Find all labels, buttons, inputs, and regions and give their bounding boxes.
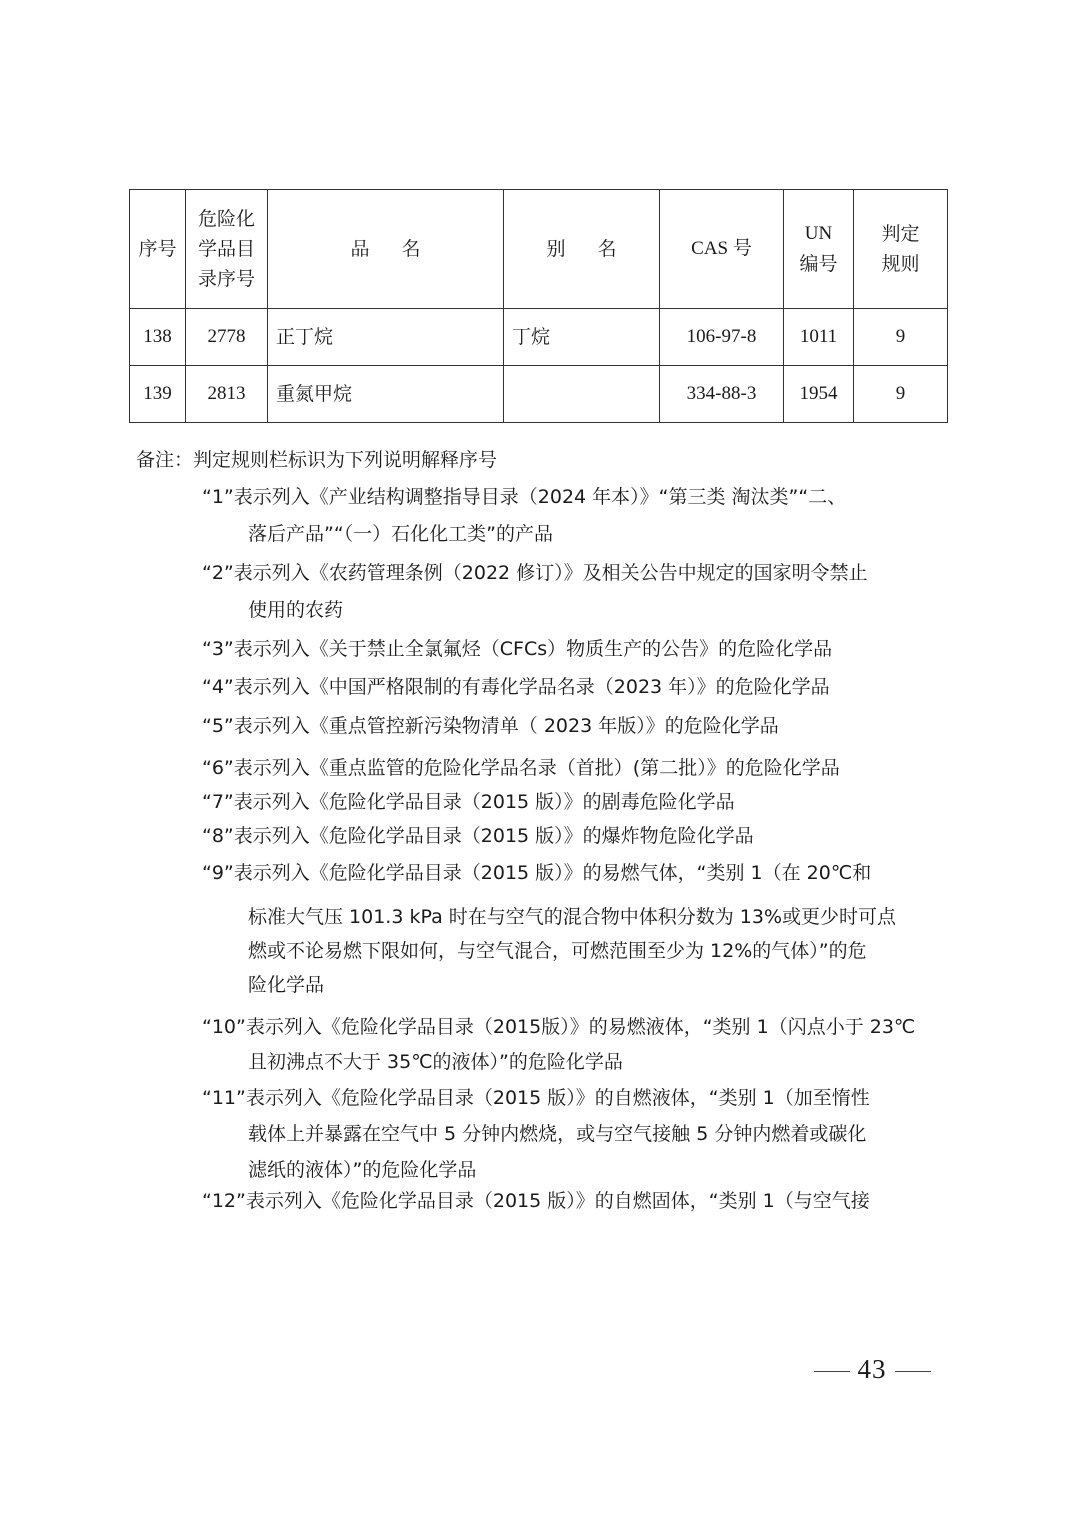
note-line: “3”表示列入《关于禁止全氯氟烃（CFCs）物质生产的公告》的危险化学品 <box>202 638 833 660</box>
note-item <box>202 479 942 553</box>
header-rule-line: 规则 <box>881 253 920 275</box>
note-line: “1”表示列入《产业结构调整指导目录（2024 年本）》“第三类 淘汰类”“二、 <box>202 486 847 508</box>
note-line: 险化学品 <box>248 974 325 996</box>
page-number <box>805 1352 939 1386</box>
note-line: 且初沸点不大于 35℃的液体）”的危险化学品 <box>248 1051 623 1073</box>
note-line: “4”表示列入《中国严格限制的有毒化学品名录（2023 年）》的危险化学品 <box>202 676 830 698</box>
note-line: 滤纸的液体）”的危险化学品 <box>248 1159 477 1181</box>
cell-catalog: 2813 <box>186 366 268 423</box>
table-row <box>130 366 948 423</box>
note-line: “10”表示列入《危险化学品目录（2015版）》的易燃液体，“类别 1（闪点小于 23℃ <box>202 1016 916 1038</box>
note-line: 使用的农药 <box>248 599 344 621</box>
note-item <box>202 669 942 706</box>
header-seq: 序号 <box>130 190 186 309</box>
cell-alias <box>504 366 660 423</box>
cell-cas: 334-88-3 <box>660 366 784 423</box>
page-number-dash-right <box>895 1371 931 1372</box>
note-item <box>202 856 942 1002</box>
page-number-value: 43 <box>857 1354 887 1384</box>
header-catalog-line: 录序号 <box>197 268 255 290</box>
header-catalog <box>186 190 268 309</box>
cell-rule: 9 <box>854 366 948 423</box>
note-item <box>202 818 942 855</box>
note-line: “2”表示列入《农药管理条例（2022 修订）》及相关公告中规定的国家明令禁止 <box>202 562 868 584</box>
header-rule <box>854 190 948 309</box>
header-catalog-line: 危险化 <box>197 208 255 230</box>
cell-catalog: 2778 <box>186 309 268 366</box>
note-line: “6”表示列入《重点监管的危险化学品名录（首批）(第二批）》的危险化学品 <box>202 757 840 779</box>
note-line: 落后产品”“（一）石化化工类”的产品 <box>248 523 554 545</box>
note-line: 载体上并暴露在空气中 5 分钟内燃烧，或与空气接触 5 分钟内燃着或碳化 <box>248 1123 867 1145</box>
cell-rule: 9 <box>854 309 948 366</box>
chemical-table <box>129 189 948 423</box>
note-item <box>202 1183 942 1220</box>
note-item <box>202 555 942 629</box>
table-row <box>130 309 948 366</box>
header-un <box>784 190 854 309</box>
page-number-dash-left <box>814 1371 850 1372</box>
note-line: “9”表示列入《危险化学品目录（2015 版）》的易燃气体，“类别 1（在 20℃和 <box>202 862 872 884</box>
note-item <box>202 1010 942 1080</box>
table-header-row <box>130 190 948 309</box>
note-line: “7”表示列入《危险化学品目录（2015 版）》的剧毒危险化学品 <box>202 791 735 813</box>
notes-title: 备注：判定规则栏标识为下列说明解释序号 <box>136 449 498 471</box>
note-line: “8”表示列入《危险化学品目录（2015 版）》的爆炸物危险化学品 <box>202 825 754 847</box>
header-un-line: UN <box>804 223 833 244</box>
cell-un: 1954 <box>784 366 854 423</box>
note-item <box>202 1080 942 1188</box>
header-alias: 别 名 <box>504 190 660 309</box>
note-line: 燃或不论易燃下限如何，与空气混合，可燃范围至少为 12%的气体）”的危 <box>248 940 867 962</box>
note-line: “5”表示列入《重点管控新污染物清单（ 2023 年版）》的危险化学品 <box>202 715 779 737</box>
note-line: “12”表示列入《危险化学品目录（2015 版）》的自燃固体，“类别 1（与空气接 <box>202 1190 870 1212</box>
note-item <box>202 631 942 668</box>
note-line: “11”表示列入《危险化学品目录（2015 版）》的自燃液体，“类别 1（加至惰性 <box>202 1087 870 1109</box>
cell-name: 正丁烷 <box>268 309 504 366</box>
cell-alias: 丁烷 <box>504 309 660 366</box>
cell-cas: 106-97-8 <box>660 309 784 366</box>
cell-seq: 138 <box>130 309 186 366</box>
header-un-line: 编号 <box>799 253 838 275</box>
cell-seq: 139 <box>130 366 186 423</box>
header-cas: CAS 号 <box>660 190 784 309</box>
header-catalog-line: 学品目 <box>197 238 255 260</box>
header-name: 品 名 <box>268 190 504 309</box>
cell-un: 1011 <box>784 309 854 366</box>
cell-name: 重氮甲烷 <box>268 366 504 423</box>
note-line: 标准大气压 101.3 kPa 时在与空气的混合物中体积分数为 13%或更少时可点 <box>248 906 897 928</box>
note-item <box>202 708 942 745</box>
note-item <box>202 784 942 821</box>
note-item <box>202 750 942 787</box>
header-rule-line: 判定 <box>881 223 920 245</box>
